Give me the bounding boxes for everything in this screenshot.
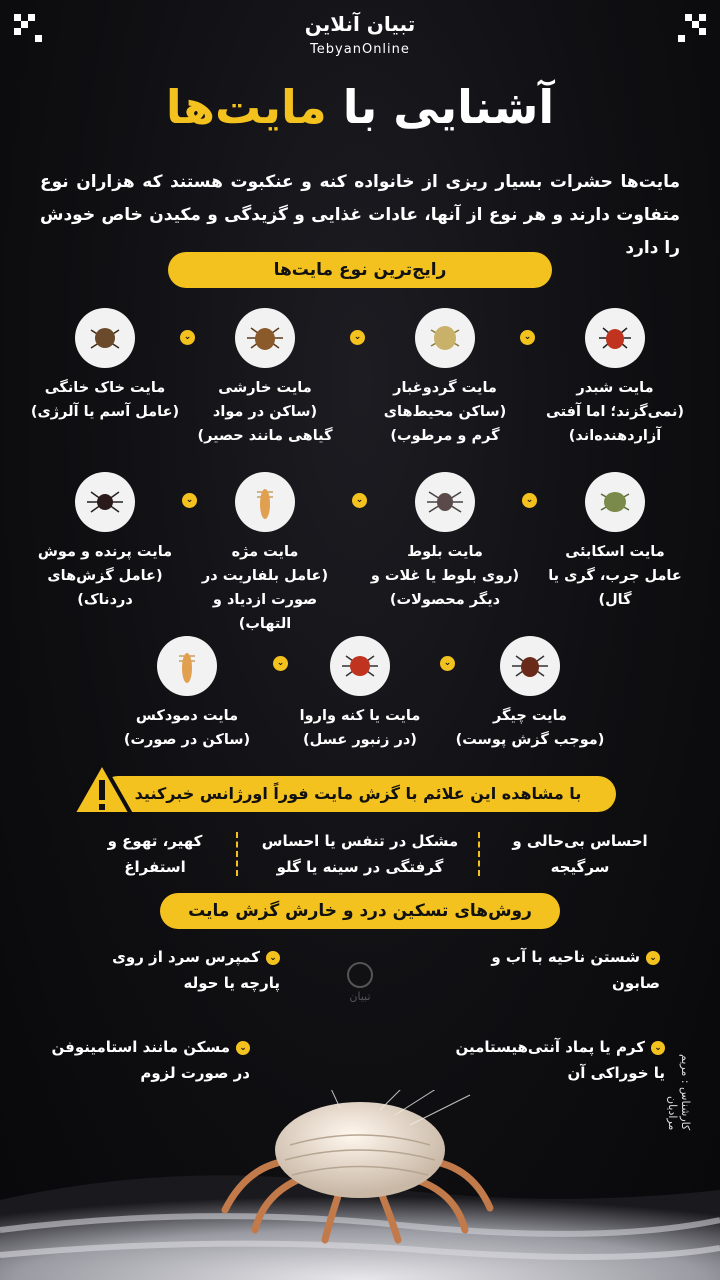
mite-card xyxy=(540,308,690,448)
bird-rodent-mite-icon xyxy=(75,472,135,532)
mite-name: مایت بلوط xyxy=(407,544,483,560)
mite-name: مایت خاک خانگی xyxy=(44,380,166,396)
separator-dot: ⌄ xyxy=(350,330,365,345)
warning-triangle-icon xyxy=(70,760,134,818)
oak-mite-icon xyxy=(415,472,475,532)
varroa-mite-icon xyxy=(330,636,390,696)
mite-card xyxy=(190,472,340,636)
mite-desc: (عامل آسم یا آلرژی) xyxy=(30,404,180,420)
mite-desc: (روی بلوط یا غلات و دیگر محصولات) xyxy=(370,568,520,608)
relief-text: کمپرس سرد از روی پارچه یا حوله xyxy=(112,948,280,992)
mite-name: مایت یا کنه واروا xyxy=(299,708,421,724)
chigger-mite-icon xyxy=(500,636,560,696)
section-heading-relief: روش‌های تسکین درد و خارش گزش مایت xyxy=(160,893,560,929)
mite-name: مایت شبدر xyxy=(576,380,654,396)
intro-paragraph: مایت‌ها حشرات بسیار ریزی از خانواده کنه و عنکبوت هستند که هزاران نوع متفاوت دارند و هر نوع از آنها، عادات غذایی و گزیدگی و مکیدن خاص خودش را دارد xyxy=(40,172,680,258)
eyelash-mite-icon xyxy=(235,472,295,532)
title-text: آشنایی با xyxy=(342,80,555,134)
mite-card xyxy=(30,308,180,424)
separator-dot: ⌄ xyxy=(520,330,535,345)
symptom-item: مشکل در تنفس یا احساس گرفتگی در سینه یا گلو xyxy=(261,832,459,876)
symptom-item: کهیر، تهوع و استفراغ xyxy=(107,832,203,876)
mite-desc: (ساکن در مواد گیاهی مانند حصیر) xyxy=(197,404,333,444)
chevron-bullet-icon: ⌄ xyxy=(651,1041,665,1055)
page-title xyxy=(0,80,720,134)
mite-card xyxy=(112,636,262,752)
warning-banner: با مشاهده این علائم با گزش مایت فوراً اورژانس خبرکنید xyxy=(100,776,616,812)
mite-desc: (نمی‌گزند؛ اما آفتی آزاردهنده‌اند) xyxy=(545,404,685,444)
relief-item xyxy=(40,1034,250,1086)
separator-dot: ⌄ xyxy=(182,493,197,508)
mite-illustration xyxy=(0,1090,720,1280)
watermark-logo xyxy=(340,962,380,1003)
mite-name: مایت مژه xyxy=(231,544,299,560)
brand-logo-english: TebyanOnline xyxy=(310,42,410,57)
separator-dot: ⌄ xyxy=(352,493,367,508)
watermark-icon xyxy=(347,962,373,988)
relief-item xyxy=(80,944,280,996)
divider xyxy=(236,832,238,876)
mite-desc: عامل جرب، گری یا گال) xyxy=(548,568,682,608)
relief-text: شستن ناحیه با آب و صابون xyxy=(491,948,660,992)
mite-desc: (در زنبور عسل) xyxy=(303,732,417,748)
mite-name: مایت اسکابئی xyxy=(565,544,665,560)
mite-name: مایت پرنده و موش xyxy=(37,544,173,560)
mite-card xyxy=(540,472,690,612)
house-dust-mite-icon xyxy=(75,308,135,368)
dust-mite-icon xyxy=(415,308,475,368)
relief-item xyxy=(440,1034,665,1086)
relief-text: کرم یا پماد آنتی‌هیستامین یا خوراکی آن xyxy=(455,1038,665,1082)
symptom-item: احساس بی‌حالی و سرگیجه xyxy=(512,832,648,876)
mite-name: مایت گردوغبار xyxy=(393,380,497,396)
mite-desc: (ساکن در صورت) xyxy=(123,732,251,748)
separator-dot: ⌄ xyxy=(440,656,455,671)
mite-name: مایت چیگر xyxy=(492,708,568,724)
separator-dot: ⌄ xyxy=(522,493,537,508)
mite-card xyxy=(370,472,520,612)
mite-desc: (ساکن محیط‌های گرم و مرطوب) xyxy=(383,404,507,444)
mite-desc: (عامل بلفاریت در صورت ازدیاد و التهاب) xyxy=(201,568,329,632)
mite-card xyxy=(285,636,435,752)
relief-item xyxy=(470,944,660,996)
relief-text: مسکن مانند استامینوفن در صورت لزوم xyxy=(51,1038,250,1082)
chevron-bullet-icon: ⌄ xyxy=(236,1041,250,1055)
mite-desc: (عامل گزش‌های دردناک) xyxy=(47,568,163,608)
chevron-bullet-icon: ⌄ xyxy=(646,951,660,965)
separator-dot: ⌄ xyxy=(273,656,288,671)
scabies-mite-icon xyxy=(585,472,645,532)
separator-dot: ⌄ xyxy=(180,330,195,345)
mite-card xyxy=(30,472,180,612)
mite-name: مایت دمودکس xyxy=(135,708,239,724)
credit-text: کارشناس : مریم مرادیان xyxy=(666,1053,692,1130)
demodex-mite-icon xyxy=(157,636,217,696)
brand-logo-persian: تبیان آنلاین xyxy=(304,12,416,36)
mite-card xyxy=(190,308,340,448)
watermark-text: تبیان xyxy=(349,990,371,1003)
clover-mite-icon xyxy=(585,308,645,368)
divider xyxy=(478,832,480,876)
title-highlight: مایت‌ها xyxy=(165,80,327,134)
mite-name: مایت خارشی xyxy=(218,380,312,396)
mite-card xyxy=(370,308,520,448)
mite-desc: (موجب گزش پوست) xyxy=(455,732,605,748)
itch-mite-icon xyxy=(235,308,295,368)
section-heading-common-types: رایج‌ترین نوع مایت‌ها xyxy=(168,252,552,288)
chevron-bullet-icon: ⌄ xyxy=(266,951,280,965)
mite-card xyxy=(455,636,605,752)
